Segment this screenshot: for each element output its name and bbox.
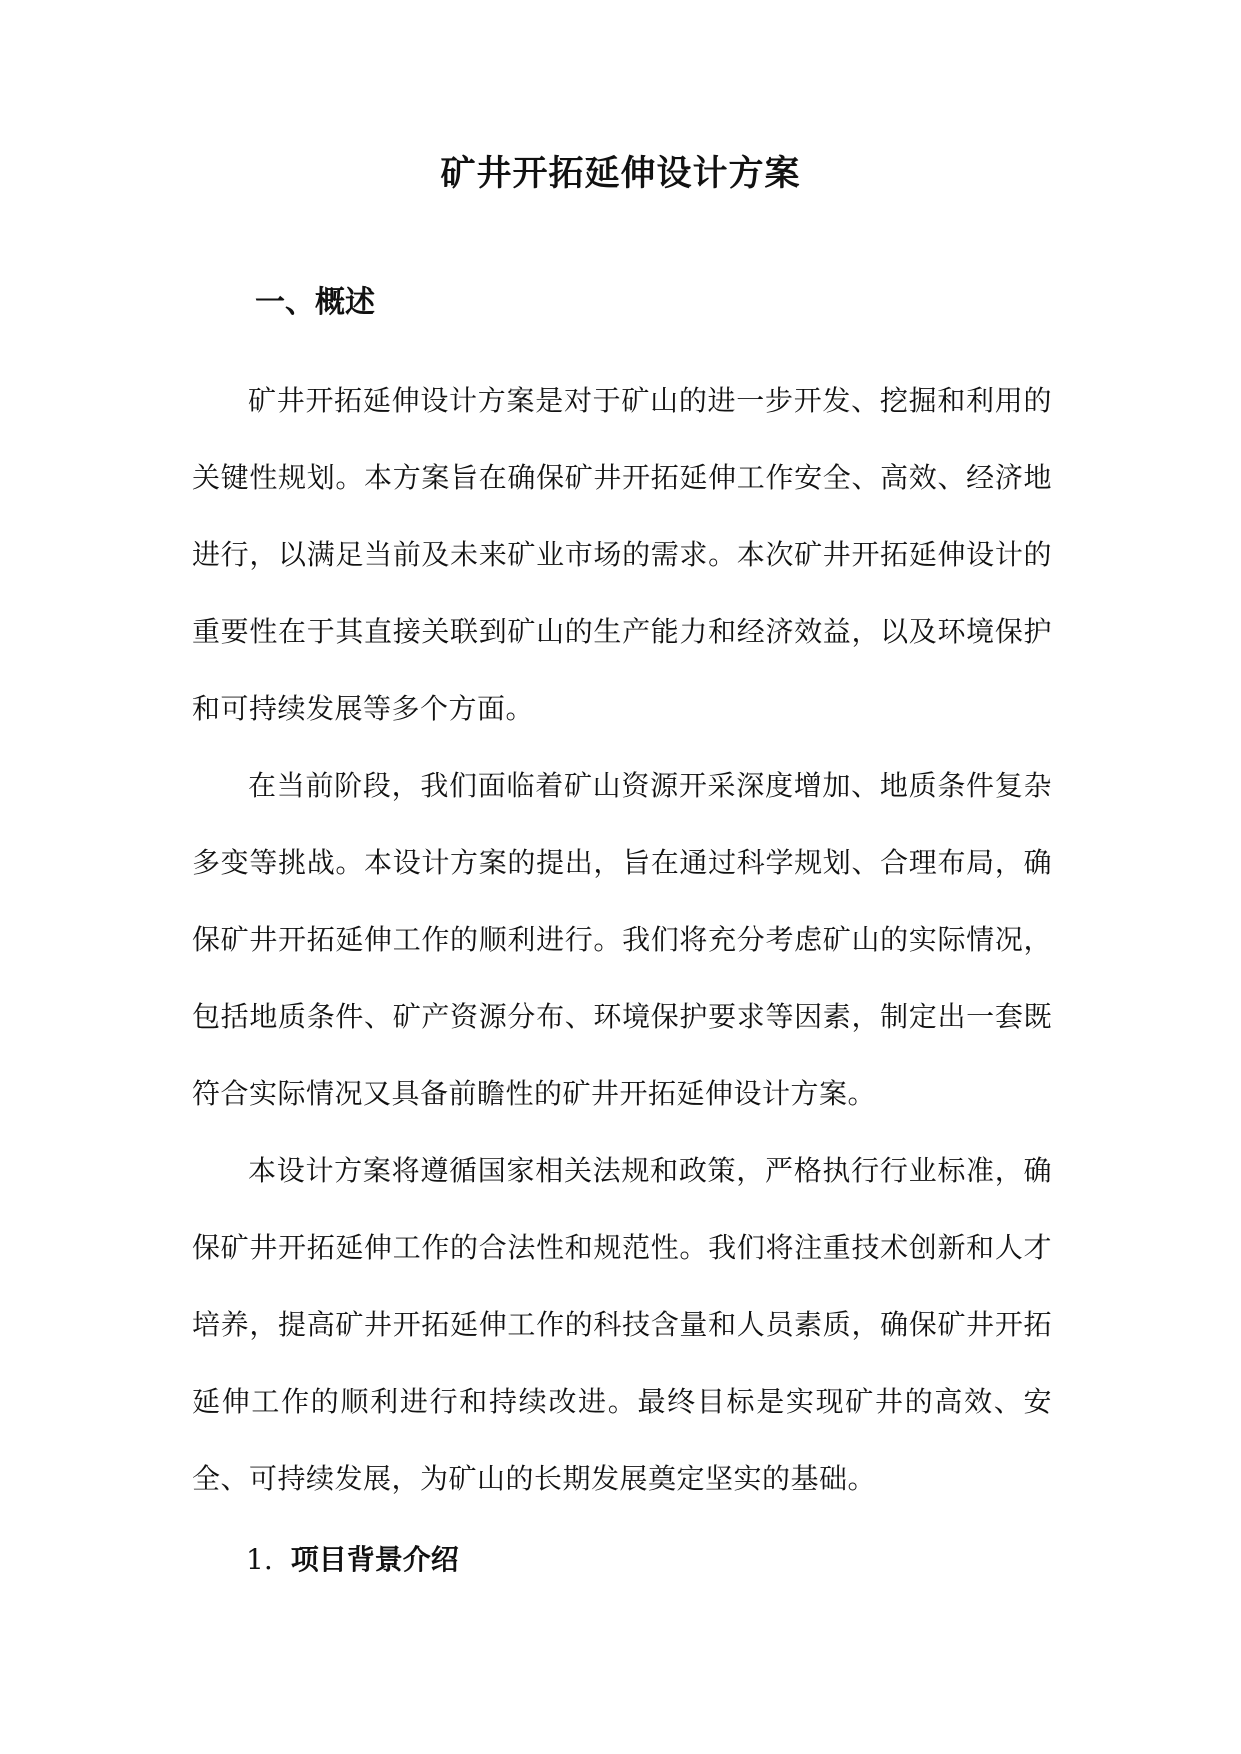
- subsection-number: 1.: [246, 1543, 273, 1576]
- section-heading-overview: 一、概述: [255, 285, 375, 320]
- paragraph-1: 矿井开拓延伸设计方案是对于矿山的进一步开发、挖掘和利用的关键性规划。本方案旨在确保矿井开拓延伸工作安全、高效、经济地进行，以满足当前及未来矿业市场的需求。本次矿井开拓延伸设计的重要性在于其直接关联到矿山的生产能力和经济效益，以及环境保护和可持续发展等多个方面。: [192, 384, 1052, 725]
- paragraph-3: 本设计方案将遵循国家相关法规和政策，严格执行行业标准，确保矿井开拓延伸工作的合法性和规范性。我们将注重技术创新和人才培养，提高矿井开拓延伸工作的科技含量和人员素质，确保矿井开拓延伸工作的顺利进行和持续改进。最终目标是实现矿井的高效、安全、可持续发展，为矿山的长期发展奠定坚实的基础。: [192, 1154, 1052, 1495]
- overview-body: [192, 362, 1052, 1517]
- subsection-title: 项目背景介绍: [290, 1543, 459, 1576]
- subsection-heading: [246, 1539, 459, 1581]
- document-title: 矿井开拓延伸设计方案: [440, 153, 801, 194]
- paragraph-2: 在当前阶段，我们面临着矿山资源开采深度增加、地质条件复杂多变等挑战。本设计方案的提出，旨在通过科学规划、合理布局，确保矿井开拓延伸工作的顺利进行。我们将充分考虑矿山的实际情况，包括地质条件、矿产资源分布、环境保护要求等因素，制定出一套既符合实际情况又具备前瞻性的矿井开拓延伸设计方案。: [192, 769, 1052, 1110]
